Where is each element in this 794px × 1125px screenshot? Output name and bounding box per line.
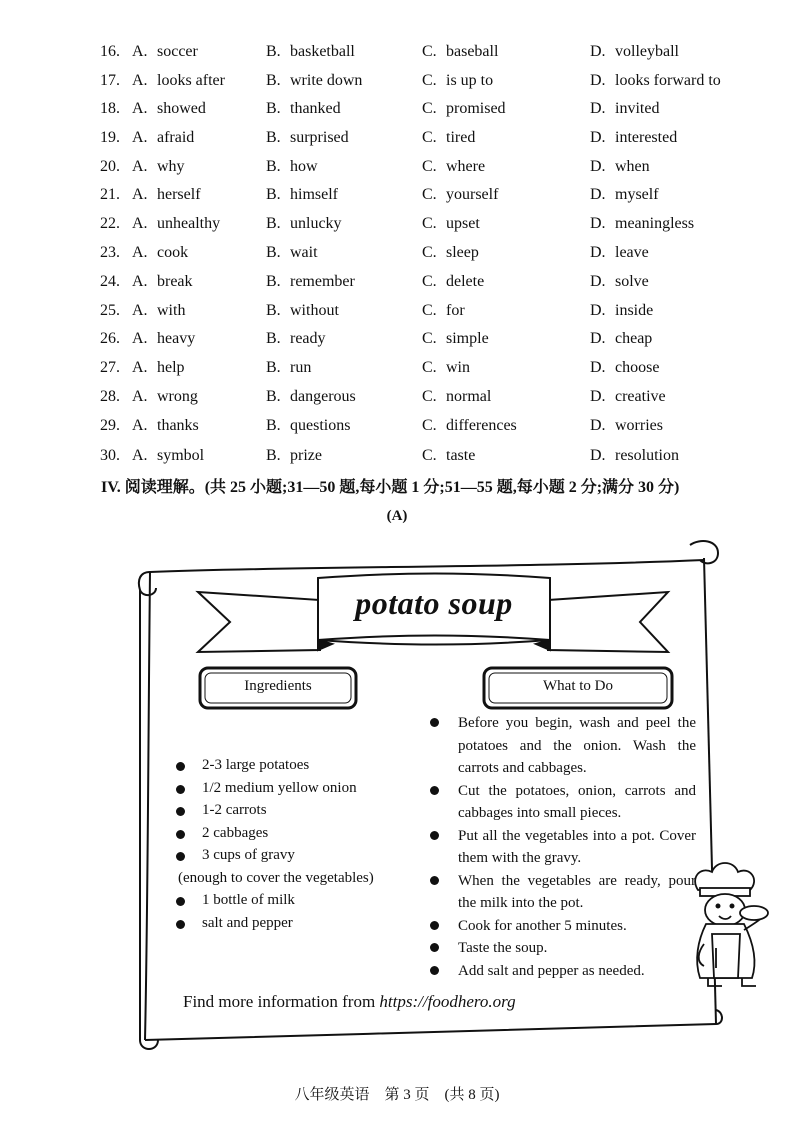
option-letter-d: D. xyxy=(590,100,606,117)
option-b: himself xyxy=(290,186,338,203)
option-letter-a: A. xyxy=(132,129,148,146)
option-letter-c: C. xyxy=(422,158,437,175)
option-letter-d: D. xyxy=(590,215,606,232)
step-text: Cut the potatoes, onion, carrots and cabbages into small pieces. xyxy=(458,782,696,821)
option-b: how xyxy=(290,158,318,175)
step-item xyxy=(426,780,696,825)
step-item xyxy=(426,870,696,915)
option-letter-d: D. xyxy=(590,244,606,261)
step-item xyxy=(426,712,696,780)
ingredient-item xyxy=(172,757,412,780)
bullet-icon xyxy=(430,786,439,795)
bullet-icon xyxy=(430,876,439,885)
option-c: yourself xyxy=(446,186,499,203)
chef-icon xyxy=(695,863,768,986)
option-letter-d: D. xyxy=(590,273,606,290)
step-text: Taste the soup. xyxy=(458,940,548,956)
ingredient-text: 1 bottle of milk xyxy=(202,892,295,908)
question-number: 30. xyxy=(100,447,120,464)
option-letter-a: A. xyxy=(132,330,148,347)
option-letter-b: B. xyxy=(266,244,281,261)
step-text: Before you begin, wash and peel the potatoes and the onion. Wash the carrots and cabbages. xyxy=(458,715,696,776)
bullet-icon xyxy=(176,762,185,771)
option-letter-a: A. xyxy=(132,388,148,405)
option-letter-c: C. xyxy=(422,273,437,290)
option-letter-d: D. xyxy=(590,359,606,376)
option-letter-b: B. xyxy=(266,359,281,376)
question-number: 26. xyxy=(100,330,120,347)
option-c: upset xyxy=(446,215,480,232)
option-letter-a: A. xyxy=(132,244,148,261)
option-c: baseball xyxy=(446,43,499,60)
option-c: sleep xyxy=(446,244,479,261)
question-number: 28. xyxy=(100,388,120,405)
option-letter-d: D. xyxy=(590,129,606,146)
option-letter-a: A. xyxy=(132,72,148,89)
option-d: inside xyxy=(615,302,654,319)
option-a: with xyxy=(157,302,186,319)
question-number: 23. xyxy=(100,244,120,261)
option-d: creative xyxy=(615,388,666,405)
option-letter-b: B. xyxy=(266,273,281,290)
option-letter-d: D. xyxy=(590,302,606,319)
option-d: leave xyxy=(615,244,649,261)
option-letter-d: D. xyxy=(590,330,606,347)
bullet-icon xyxy=(430,831,439,840)
step-item xyxy=(426,915,696,938)
option-b: basketball xyxy=(290,43,355,60)
question-number: 27. xyxy=(100,359,120,376)
option-a: break xyxy=(157,273,193,290)
option-c: is up to xyxy=(446,72,494,89)
option-letter-c: C. xyxy=(422,417,437,434)
ingredient-item xyxy=(172,847,412,870)
option-letter-a: A. xyxy=(132,186,148,203)
question-number: 25. xyxy=(100,302,120,319)
ingredient-note: (enough to cover the vegetables) xyxy=(178,869,374,886)
step-item xyxy=(426,937,696,960)
question-number: 20. xyxy=(100,158,120,175)
bullet-icon xyxy=(176,785,185,794)
bullet-icon xyxy=(430,943,439,952)
option-letter-b: B. xyxy=(266,388,281,405)
option-letter-c: C. xyxy=(422,72,437,89)
option-letter-c: C. xyxy=(422,43,437,60)
option-letter-d: D. xyxy=(590,417,606,434)
option-d: invited xyxy=(615,100,660,117)
more-info-url: https://foodhero.org xyxy=(379,992,516,1011)
option-a: wrong xyxy=(157,388,198,405)
option-b: unlucky xyxy=(290,215,342,232)
recipe-title: potato soup xyxy=(355,585,513,621)
option-letter-a: A. xyxy=(132,359,148,376)
option-c: for xyxy=(446,302,465,319)
option-c: win xyxy=(446,359,470,376)
bullet-icon xyxy=(430,718,439,727)
option-letter-a: A. xyxy=(132,215,148,232)
option-letter-c: C. xyxy=(422,186,437,203)
question-number: 17. xyxy=(100,72,120,89)
option-letter-c: C. xyxy=(422,330,437,347)
option-letter-c: C. xyxy=(422,302,437,319)
option-letter-c: C. xyxy=(422,215,437,232)
option-b: questions xyxy=(290,417,351,434)
option-a: afraid xyxy=(157,129,195,146)
option-d: meaningless xyxy=(615,215,695,232)
option-d: cheap xyxy=(615,330,653,347)
bullet-icon xyxy=(176,897,185,906)
section-heading: IV. 阅读理解。(共 25 小题;31—50 题,每小题 1 分;51—55 题,每小题 2 分;满分 30 分) xyxy=(101,479,680,496)
ingredient-text: salt and pepper xyxy=(202,914,293,931)
option-a: cook xyxy=(157,244,189,261)
option-letter-d: D. xyxy=(590,388,606,405)
option-letter-a: A. xyxy=(132,158,148,175)
ingredient-text: 2-3 large potatoes xyxy=(202,757,310,773)
option-b: ready xyxy=(290,330,326,347)
option-a: showed xyxy=(157,100,206,117)
ingredient-item xyxy=(172,802,412,825)
option-letter-a: A. xyxy=(132,43,148,60)
ingredients-label: Ingredients xyxy=(244,678,312,694)
option-letter-b: B. xyxy=(266,215,281,232)
ingredient-item xyxy=(172,892,412,915)
question-number: 22. xyxy=(100,215,120,232)
option-letter-b: B. xyxy=(266,72,281,89)
option-letter-b: B. xyxy=(266,43,281,60)
step-text: When the vegetables are ready, pour the milk into the pot. xyxy=(458,872,696,911)
question-number: 18. xyxy=(100,100,120,117)
option-c: where xyxy=(446,158,486,175)
option-letter-c: C. xyxy=(422,244,437,261)
option-d: volleyball xyxy=(615,43,679,60)
option-b: run xyxy=(290,359,312,376)
option-c: taste xyxy=(446,447,476,464)
option-a: looks after xyxy=(157,72,225,89)
option-letter-b: B. xyxy=(266,302,281,319)
option-c: promised xyxy=(446,100,506,117)
option-letter-b: B. xyxy=(266,186,281,203)
option-d: when xyxy=(615,158,650,175)
option-letter-d: D. xyxy=(590,447,606,464)
option-d: solve xyxy=(615,273,649,290)
option-a: why xyxy=(157,158,185,175)
option-a: help xyxy=(157,359,185,376)
bullet-icon xyxy=(430,921,439,930)
option-letter-c: C. xyxy=(422,447,437,464)
question-number: 16. xyxy=(100,43,120,60)
option-a: soccer xyxy=(157,43,198,60)
option-d: interested xyxy=(615,129,678,146)
option-c: delete xyxy=(446,273,485,290)
option-letter-d: D. xyxy=(590,186,606,203)
option-c: simple xyxy=(446,330,489,347)
option-letter-a: A. xyxy=(132,417,148,434)
option-c: tired xyxy=(446,129,476,146)
option-a: heavy xyxy=(157,330,196,347)
step-item xyxy=(426,960,696,983)
step-text: Put all the vegetables into a pot. Cover them with the gravy. xyxy=(458,827,696,866)
option-d: worries xyxy=(615,417,663,434)
more-info-text: Find more information from xyxy=(183,992,376,1011)
passage-label: (A) xyxy=(386,508,408,524)
what-to-do-label: What to Do xyxy=(543,678,613,694)
option-letter-d: D. xyxy=(590,158,606,175)
option-letter-c: C. xyxy=(422,100,437,117)
option-b: thanked xyxy=(290,100,341,117)
step-text: Cook for another 5 minutes. xyxy=(458,917,627,934)
option-letter-d: D. xyxy=(590,43,606,60)
option-letter-a: A. xyxy=(132,302,148,319)
ingredient-text: 1-2 carrots xyxy=(202,802,267,818)
ingredient-item xyxy=(172,915,412,938)
option-letter-c: C. xyxy=(422,129,437,146)
ingredient-text: 1/2 medium yellow onion xyxy=(202,779,357,796)
option-letter-d: D. xyxy=(590,72,606,89)
steps-list xyxy=(426,712,696,982)
page-footer: 八年级英语 第 3 页 (共 8 页) xyxy=(294,1087,500,1103)
step-text: Add salt and pepper as needed. xyxy=(458,962,645,979)
bullet-icon xyxy=(176,830,185,839)
option-a: symbol xyxy=(157,447,205,464)
option-b: surprised xyxy=(290,129,349,146)
more-info-line xyxy=(183,992,516,1012)
question-number: 29. xyxy=(100,417,120,434)
option-a: herself xyxy=(157,186,201,203)
question-number: 19. xyxy=(100,129,120,146)
option-b: wait xyxy=(290,244,318,261)
option-b: dangerous xyxy=(290,388,356,405)
option-d: looks forward to xyxy=(615,72,721,89)
option-letter-a: A. xyxy=(132,100,148,117)
option-b: write down xyxy=(290,72,363,89)
option-b: without xyxy=(290,302,339,319)
option-letter-a: A. xyxy=(132,447,148,464)
ingredient-text: 2 cabbages xyxy=(202,824,269,841)
option-letter-c: C. xyxy=(422,359,437,376)
step-item xyxy=(426,825,696,870)
bullet-icon xyxy=(430,966,439,975)
option-a: thanks xyxy=(157,417,199,434)
option-letter-c: C. xyxy=(422,388,437,405)
bullet-icon xyxy=(176,852,185,861)
question-number: 24. xyxy=(100,273,120,290)
option-c: normal xyxy=(446,388,492,405)
ingredient-item xyxy=(172,825,412,848)
option-a: unhealthy xyxy=(157,215,221,232)
option-letter-b: B. xyxy=(266,417,281,434)
ingredients-list xyxy=(172,757,412,937)
option-b: remember xyxy=(290,273,355,290)
option-letter-b: B. xyxy=(266,330,281,347)
option-letter-b: B. xyxy=(266,100,281,117)
question-number: 21. xyxy=(100,186,120,203)
bullet-icon xyxy=(176,920,185,929)
option-letter-b: B. xyxy=(266,158,281,175)
ingredient-text: 3 cups of gravy xyxy=(202,847,295,863)
option-d: resolution xyxy=(615,447,679,464)
option-c: differences xyxy=(446,417,517,434)
ingredient-item xyxy=(172,780,412,803)
option-letter-b: B. xyxy=(266,447,281,464)
option-b: prize xyxy=(290,447,322,464)
option-letter-b: B. xyxy=(266,129,281,146)
option-d: choose xyxy=(615,359,660,376)
bullet-icon xyxy=(176,807,185,816)
option-d: myself xyxy=(615,186,659,203)
option-letter-a: A. xyxy=(132,273,148,290)
